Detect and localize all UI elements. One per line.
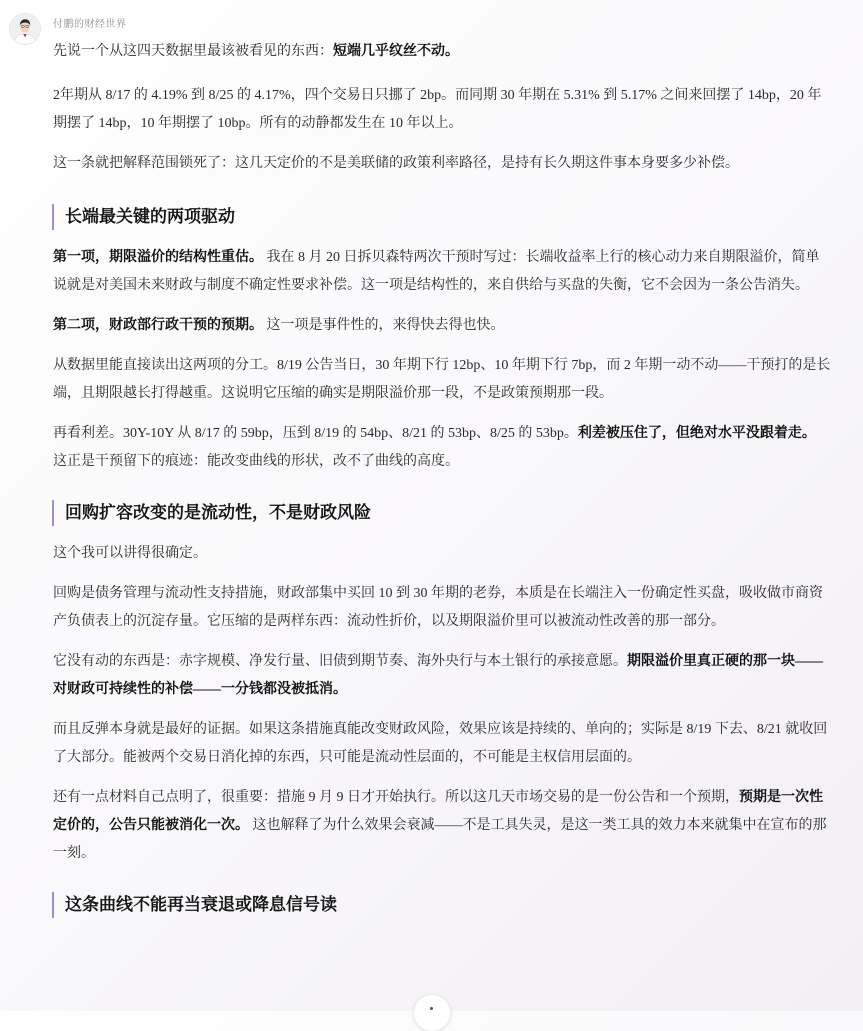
paragraph-2: 2年期从 8/17 的 4.19% 到 8/25 的 4.17%，四个交易日只挪了 2bp。而同期 30 年期在 5.31% 到 5.17% 之间来回摆了 14bp，20 年期摆了 14bp，10 年期摆了 10bp。所有的动静都发生在 10 年以上。 bbox=[53, 88, 822, 131]
avatar[interactable] bbox=[10, 14, 40, 44]
paragraph-4: 第一项，期限溢价的结构性重估。 我在 8 月 20 日拆贝森特两次干预时写过：长端收益率上行的核心动力来自期限溢价，简单说就是对美国未来财政与制度不确定性要求补偿。这一项是结构性的，来自供给与买盘的失衡，它不会因为一条公告消失。 bbox=[53, 250, 820, 293]
section-heading-3: 这条曲线不能再当衰退或降息信号读 bbox=[52, 892, 831, 918]
paragraph-3: 这一条就把解释范围锁死了：这几天定价的不是美联储的政策利率路径，是持有长久期这件事本身要多少补偿。 bbox=[53, 156, 739, 171]
paragraph-10: 它没有动的东西是：赤字规模、净发行量、旧债到期节奏、海外央行与本土银行的承接意愿。期限溢价里真正硬的那一块——对财政可持续性的补偿——一分钱都没被抵消。 bbox=[53, 654, 823, 697]
person-avatar-icon bbox=[10, 14, 40, 44]
paragraph-7: 再看利差。30Y-10Y 从 8/17 的 59bp，压到 8/19 的 54bp、8/21 的 53bp、8/25 的 53bp。利差被压住了，但绝对水平没跟着走。 这正是干预留下的痕迹：能改变曲线的形状，改不了曲线的高度。 bbox=[53, 426, 816, 469]
paragraph-5: 第二项，财政部行政干预的预期。 这一项是事件性的，来得快去得也快。 bbox=[53, 318, 505, 333]
paragraph-1: 先说一个从这四天数据里最该被看见的东西：短端几乎纹丝不动。 bbox=[53, 44, 459, 59]
scroll-down-button[interactable] bbox=[414, 995, 450, 1031]
paragraph-9: 回购是债务管理与流动性支持措施，财政部集中买回 10 到 30 年期的老券，本质是在长端注入一份确定性买盘，吸收做市商资产负债表上的沉淀存量。它压缩的是两样东西：流动性折价，以及期限溢价里可以被流动性改善的那一部分。 bbox=[53, 586, 823, 629]
scroll-down-icon bbox=[430, 1007, 433, 1010]
paragraph-11: 而且反弹本身就是最好的证据。如果这条措施真能改变财政风险，效果应该是持续的、单向的；实际是 8/19 下去、8/21 就收回了大部分。能被两个交易日消化掉的东西，只可能是流动性层面的，不可能是主权信用层面的。 bbox=[53, 722, 828, 765]
paragraph-12: 还有一点材料自己点明了，很重要：措施 9 月 9 日才开始执行。所以这几天市场交易的是一份公告和一个预期，预期是一次性定价的，公告只能被消化一次。 这也解释了为什么效果会衰减——不是工具失灵，是这一类工具的效力本来就集中在宣布的那一刻。 bbox=[53, 790, 827, 861]
section-heading-1: 长端最关键的两项驱动 bbox=[52, 204, 831, 230]
article-body bbox=[53, 36, 831, 918]
paragraph-6: 从数据里能直接读出这两项的分工。8/19 公告当日，30 年期下行 12bp、10 年期下行 7bp，而 2 年期一动不动——干预打的是长端，且期限越长打得越重。这说明它压缩的确实是期限溢价那一段，不是政策预期那一段。 bbox=[53, 358, 831, 401]
section-heading-2: 回购扩容改变的是流动性，不是财政风险 bbox=[52, 500, 831, 526]
author-name[interactable]: 付鹏的财经世界 bbox=[53, 19, 127, 30]
paragraph-8: 这个我可以讲得很确定。 bbox=[53, 546, 207, 561]
